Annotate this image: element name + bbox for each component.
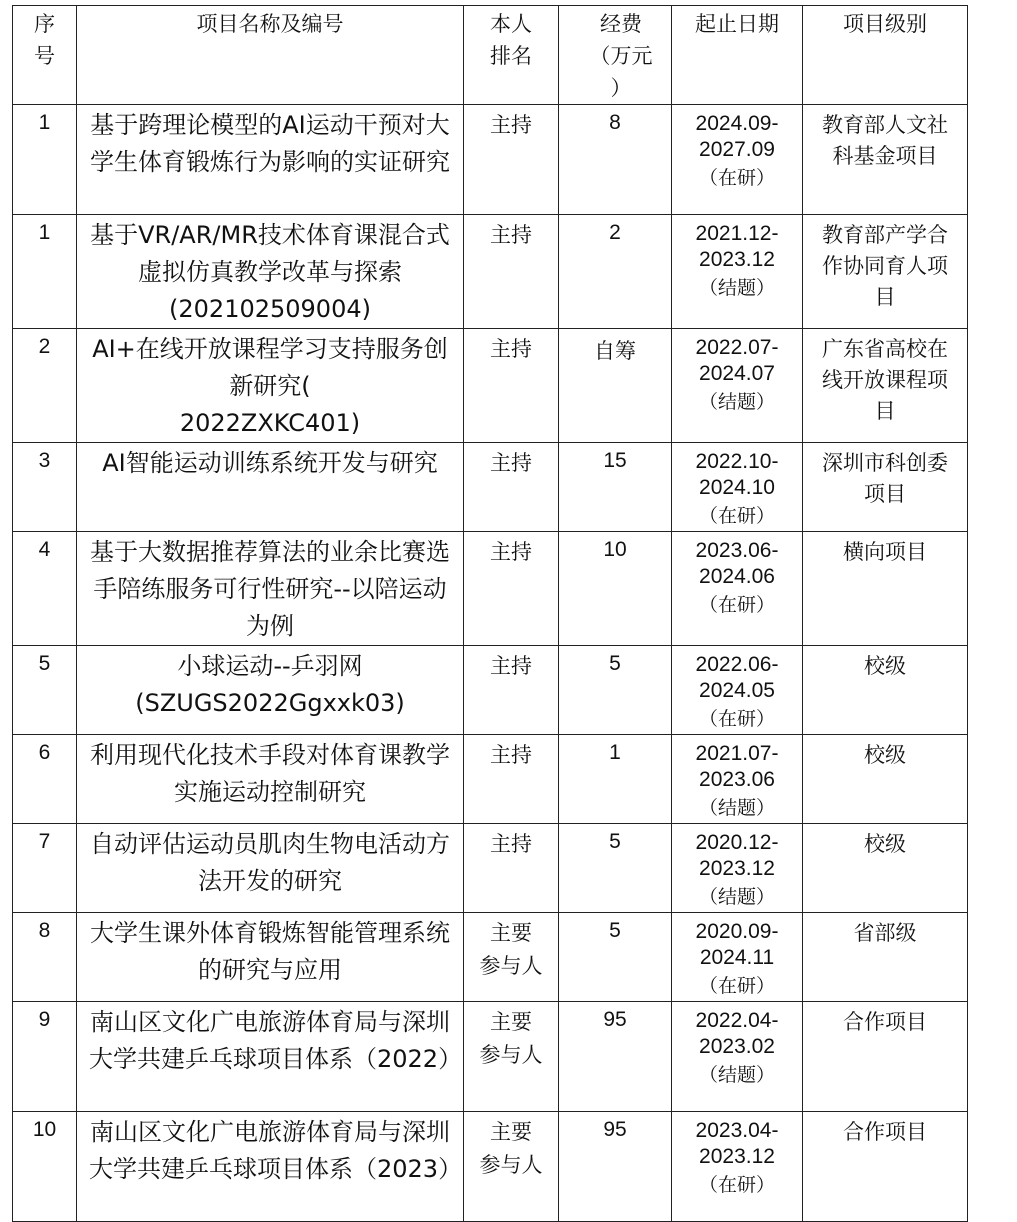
my-rank: 主持	[464, 443, 559, 532]
date-text: 2024.09- 2027.09	[695, 112, 779, 161]
row-no: 6	[13, 735, 77, 824]
table-body	[13, 105, 968, 1222]
my-rank: 主持	[464, 735, 559, 824]
project-name: 基于跨理论模型的AI运动干预对大学生体育锻炼行为影响的实证研究	[77, 105, 464, 215]
project-name: 基于VR/AR/MR技术体育课混合式虚拟仿真教学改革与探索(202102509004)	[77, 215, 464, 329]
my-rank: 主要 参与人	[464, 913, 559, 1002]
status-text: （结题）	[698, 1064, 775, 1086]
row-no: 10	[13, 1112, 77, 1222]
project-table	[12, 5, 968, 1222]
table-row	[13, 215, 968, 329]
row-no: 1	[13, 215, 77, 329]
row-no: 7	[13, 824, 77, 913]
table-row	[13, 824, 968, 913]
table-row	[13, 735, 968, 824]
date-text: 2021.12- 2023.12	[695, 222, 779, 271]
date-text: 2020.12- 2023.12	[695, 831, 779, 880]
project-level: 校级	[803, 824, 968, 913]
table-row	[13, 1112, 968, 1222]
my-rank: 主持	[464, 215, 559, 329]
table-row	[13, 1002, 968, 1112]
project-name: 利用现代化技术手段对体育课教学实施运动控制研究	[77, 735, 464, 824]
date-range	[672, 329, 803, 443]
my-rank: 主持	[464, 532, 559, 646]
funding: 95	[559, 1002, 672, 1112]
project-name: AI智能运动训练系统开发与研究	[77, 443, 464, 532]
date-range	[672, 824, 803, 913]
project-level: 广东省高校在线开放课程项目	[803, 329, 968, 443]
row-no: 1	[13, 105, 77, 215]
date-text: 2022.04- 2023.02	[695, 1009, 779, 1058]
project-level: 校级	[803, 735, 968, 824]
project-name: 自动评估运动员肌肉生物电活动方法开发的研究	[77, 824, 464, 913]
status-text: （在研）	[698, 505, 775, 527]
funding: 95	[559, 1112, 672, 1222]
header-no: 序 号	[13, 6, 77, 105]
my-rank: 主持	[464, 329, 559, 443]
row-no: 3	[13, 443, 77, 532]
header-date: 起止日期	[672, 6, 803, 105]
funding: 8	[559, 105, 672, 215]
date-range	[672, 913, 803, 1002]
row-no: 4	[13, 532, 77, 646]
table-row	[13, 105, 968, 215]
my-rank: 主要 参与人	[464, 1112, 559, 1222]
funding: 10	[559, 532, 672, 646]
my-rank: 主持	[464, 105, 559, 215]
project-level: 深圳市科创委项目	[803, 443, 968, 532]
funding: 5	[559, 913, 672, 1002]
date-text: 2020.09- 2024.11	[695, 920, 779, 969]
project-name: AI+在线开放课程学习支持服务创新研究( 2022ZXKC401)	[77, 329, 464, 443]
funding: 5	[559, 824, 672, 913]
funding: 1	[559, 735, 672, 824]
date-text: 2022.07- 2024.07	[695, 336, 779, 385]
row-no: 5	[13, 646, 77, 735]
date-range	[672, 1002, 803, 1112]
date-range	[672, 215, 803, 329]
header-fund: 经费 （万元 ）	[559, 6, 672, 105]
table-row	[13, 329, 968, 443]
header-rank: 本人 排名	[464, 6, 559, 105]
date-text: 2021.07- 2023.06	[695, 742, 779, 791]
project-name: 小球运动--乒羽网 (SZUGS2022Ggxxk03)	[77, 646, 464, 735]
status-text: （在研）	[698, 594, 775, 616]
status-text: （结题）	[698, 277, 775, 299]
status-text: （结题）	[698, 391, 775, 413]
funding: 5	[559, 646, 672, 735]
row-no: 9	[13, 1002, 77, 1112]
header-level: 项目级别	[803, 6, 968, 105]
my-rank: 主持	[464, 824, 559, 913]
project-level: 校级	[803, 646, 968, 735]
date-range	[672, 443, 803, 532]
my-rank: 主持	[464, 646, 559, 735]
funding: 15	[559, 443, 672, 532]
project-level: 教育部人文社科基金项目	[803, 105, 968, 215]
date-text: 2022.06- 2024.05	[695, 653, 779, 702]
project-name: 基于大数据推荐算法的业余比赛选手陪练服务可行性研究--以陪运动为例	[77, 532, 464, 646]
header-name: 项目名称及编号	[77, 6, 464, 105]
row-no: 8	[13, 913, 77, 1002]
date-range	[672, 735, 803, 824]
status-text: （在研）	[698, 708, 775, 730]
date-range	[672, 105, 803, 215]
date-text: 2023.06- 2024.06	[695, 539, 779, 588]
my-rank: 主要 参与人	[464, 1002, 559, 1112]
project-level: 合作项目	[803, 1112, 968, 1222]
date-range	[672, 532, 803, 646]
status-text: （结题）	[698, 886, 775, 908]
project-name: 大学生课外体育锻炼智能管理系统的研究与应用	[77, 913, 464, 1002]
project-name: 南山区文化广电旅游体育局与深圳大学共建乒乓球项目体系（2022）	[77, 1002, 464, 1112]
project-name: 南山区文化广电旅游体育局与深圳大学共建乒乓球项目体系（2023）	[77, 1112, 464, 1222]
project-level: 横向项目	[803, 532, 968, 646]
date-text: 2023.04- 2023.12	[695, 1119, 779, 1168]
date-range	[672, 1112, 803, 1222]
header-row	[13, 6, 968, 105]
date-range	[672, 646, 803, 735]
row-no: 2	[13, 329, 77, 443]
table-row	[13, 646, 968, 735]
project-level: 教育部产学合作协同育人项目	[803, 215, 968, 329]
table-row	[13, 443, 968, 532]
table-row	[13, 913, 968, 1002]
funding: 自筹	[559, 329, 672, 443]
project-level: 省部级	[803, 913, 968, 1002]
status-text: （结题）	[698, 797, 775, 819]
funding: 2	[559, 215, 672, 329]
date-text: 2022.10- 2024.10	[695, 450, 779, 499]
status-text: （在研）	[698, 975, 775, 997]
project-level: 合作项目	[803, 1002, 968, 1112]
table-row	[13, 532, 968, 646]
status-text: （在研）	[698, 167, 775, 189]
status-text: （在研）	[698, 1174, 775, 1196]
